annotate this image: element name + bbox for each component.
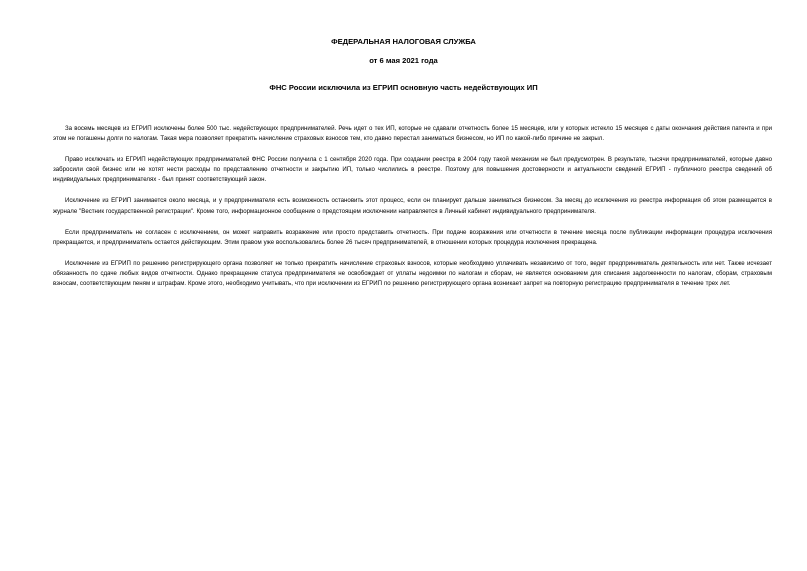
article-body bbox=[53, 124, 772, 300]
article-headline: ФНС России исключила из ЕГРИП основную часть недействующих ИП bbox=[269, 83, 538, 92]
agency-title: ФЕДЕРАЛЬНАЯ НАЛОГОВАЯ СЛУЖБА bbox=[331, 37, 476, 46]
paragraph-2: Право исключать из ЕГРИП недействующих предпринимателей ФНС России получила с 1 сентября 2020 года. При создании реестра в 2004 году такой механизм не был предусмотрен. В результате, тысячи предпринимателей, которые давно забросили свой бизнес или не хотят нести расходы по представлению отчетности и закрытию ИП, только числились в реестре. Поэтому для повышения достоверности и актуальности сведений ЕГРИП - публичного реестра сведений об индивидуальных предпринимателях - был принят соответствующий закон. bbox=[53, 156, 772, 184]
paragraph-4: Если предприниматель не согласен с исключением, он может направить возражение или просто представить отчетность. При подаче возражения или отчетности в течение месяца после публикации информации процедура исключения прекращается, и предприниматель остается действующим. Этим правом уже воспользовались более 26 тысяч предпринимателей, в отношении которых процедура исключения прекращена. bbox=[53, 228, 772, 246]
paragraph-5: Исключение из ЕГРИП по решению регистрирующего органа позволяет не только прекратить начисление страховых взносов, которые необходимо уплачивать независимо от того, ведет предприниматель деятельность или нет. Также исчезает обязанность по сдаче любых видов отчетности. Однако прекращение статуса предпринимателя не освобождает от уплаты недоимки по налогам и сборам, не является основанием для списания задолженности по налогам, сборам, страховым взносам, соответствующим пеням и штрафам. Кроме этого, необходимо учитывать, что при исключении из ЕГРИП по решению регистрирующего органа возникает запрет на повторную регистрацию предпринимателя в течение трех лет. bbox=[53, 259, 772, 288]
paragraph-3: Исключение из ЕГРИП занимается около месяца, и у предпринимателя есть возможность остановить этот процесс, если он планирует дальше заниматься бизнесом. За месяц до исключения из реестра информация об этом размещается в журнале "Вестник государственной регистрации". Кроме того, информационное сообщение о предстоящем исключении направляется в Личный кабинет индивидуального предпринимателя. bbox=[53, 197, 772, 215]
paragraph-1: За восемь месяцев из ЕГРИП исключены более 500 тыс. недействующих предпринимателей. Речь идет о тех ИП, которые не сдавали отчетность более 15 месяцев, или у которых истекло 15 месяцев с даты окончания действия патента и при этом не погашены долги по налогам. Такая мера позволяет прекратить начисление страховых взносов тем, кто давно перестал заниматься бизнесом, но ИП по какой-либо причине не закрыл. bbox=[53, 125, 772, 143]
document-date: от 6 мая 2021 года bbox=[369, 56, 438, 65]
